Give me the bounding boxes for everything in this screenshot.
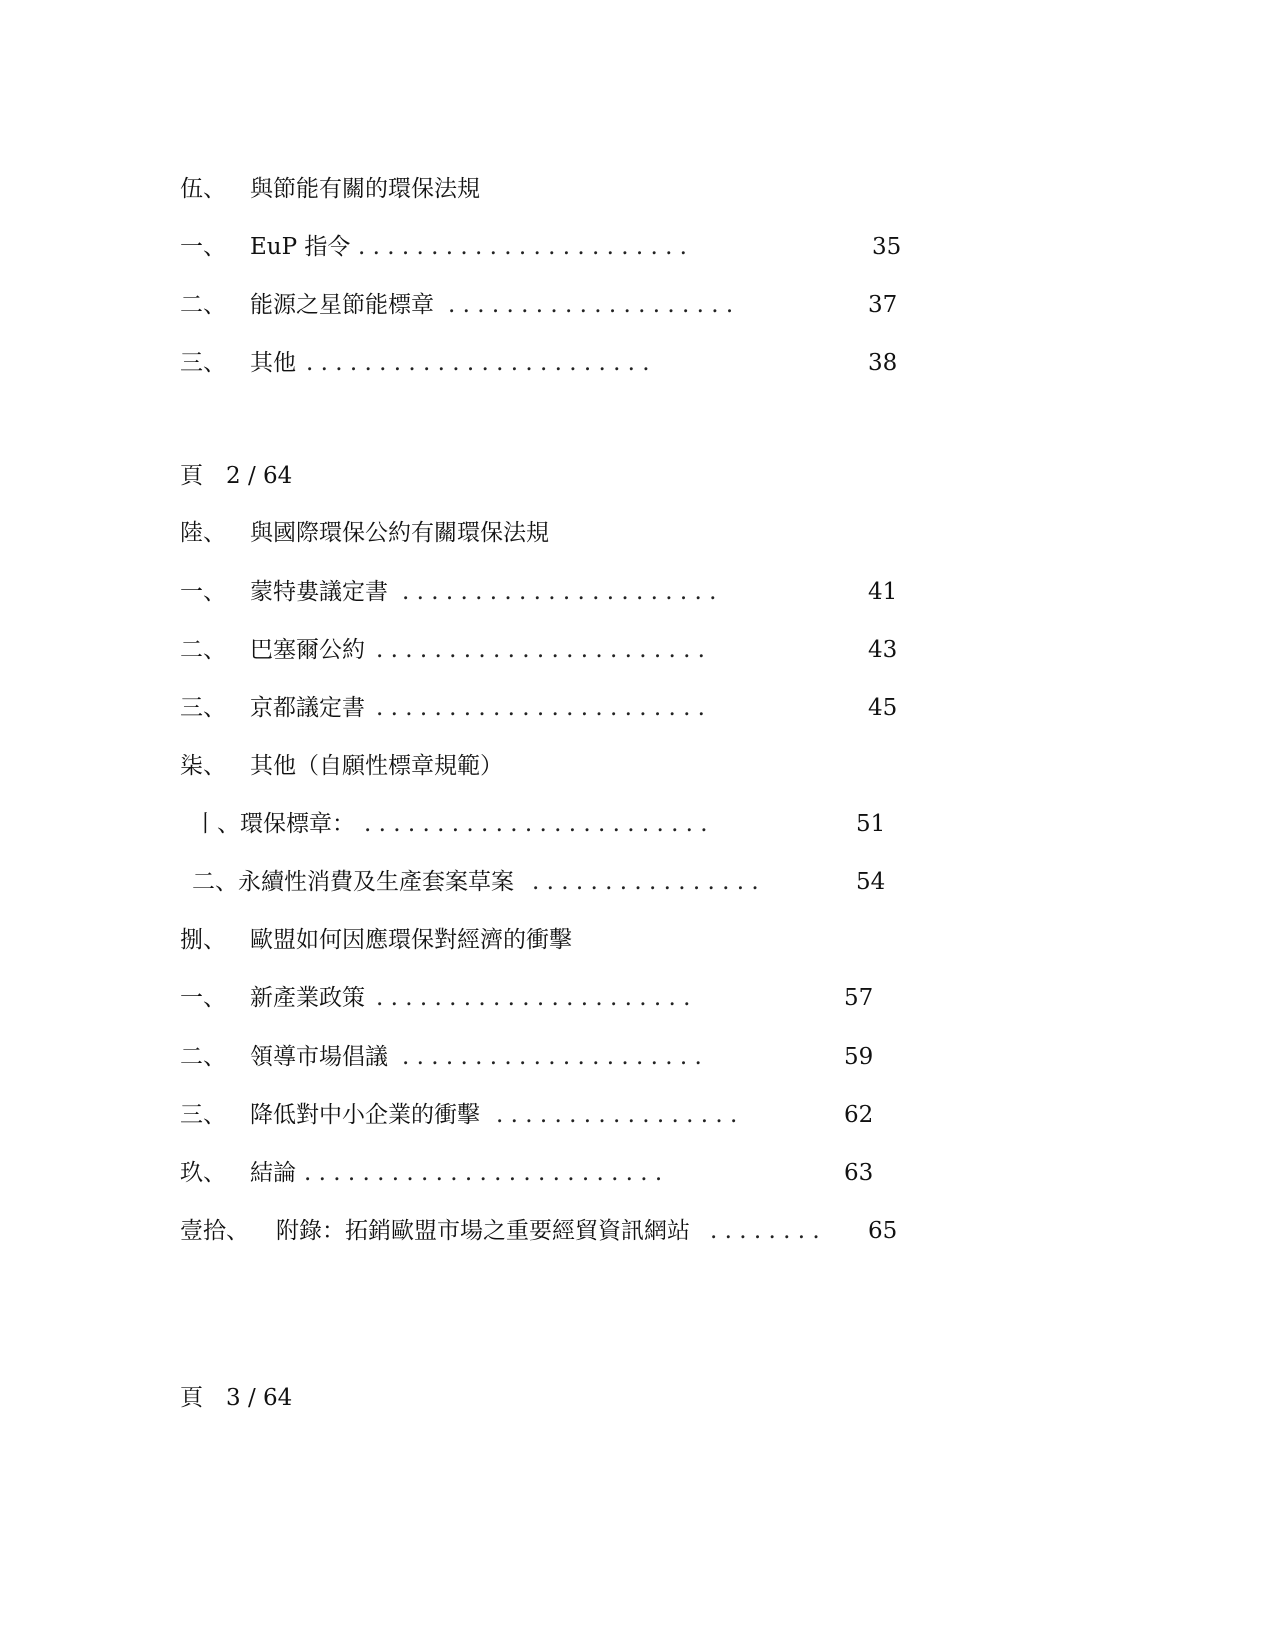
page-marker: 頁 3 / 64	[180, 1385, 293, 1411]
toc-heading-title: 歐盟如何因應環保對經濟的衝擊	[250, 927, 572, 953]
toc-entry[interactable]	[180, 807, 900, 841]
toc-entry-section9[interactable]	[180, 1156, 900, 1190]
toc-heading-title: 與國際環保公約有關環保法規	[250, 520, 549, 546]
toc-entry-number: 一、	[180, 579, 226, 605]
toc-entry[interactable]	[180, 691, 900, 725]
toc-entry[interactable]	[180, 230, 900, 264]
toc-heading-title: 與節能有關的環保法規	[250, 176, 480, 202]
toc-entry[interactable]	[180, 575, 900, 609]
toc-page-number: 62	[844, 1102, 874, 1128]
toc-entry-title: 結論	[250, 1160, 296, 1186]
toc-leader-dots: . . . . . . . . . . . . . . . . . . . . .	[402, 1044, 702, 1070]
toc-page-number: 65	[868, 1218, 898, 1244]
toc-entry-number: 三、	[180, 350, 226, 376]
toc-entry-title: 蒙特婁議定書	[250, 579, 388, 605]
toc-leader-dots: . . . . . . . .	[710, 1218, 820, 1244]
toc-heading-number: 柒、	[180, 753, 226, 779]
toc-entry-number: 二、	[180, 637, 226, 663]
toc-entry-title: 二、永續性消費及生產套案草案	[192, 869, 514, 895]
toc-leader-dots: . . . . . . . . . . . . . . . . . . . . . .	[402, 579, 717, 605]
toc-leader-dots: . . . . . . . . . . . . . . . . . . . . . . . .	[306, 350, 650, 376]
toc-heading-number: 陸、	[180, 520, 226, 546]
toc-entry[interactable]	[180, 1040, 900, 1074]
toc-entry-title: 巴塞爾公約	[250, 637, 365, 663]
toc-entry[interactable]	[180, 981, 900, 1015]
toc-entry-title: 京都議定書	[250, 695, 365, 721]
toc-entry-title: 領導市場倡議	[250, 1044, 388, 1070]
toc-page-number: 59	[844, 1044, 874, 1070]
page-marker: 頁 2 / 64	[180, 463, 293, 489]
toc-page-number: 57	[844, 985, 874, 1011]
toc-entry-number: 玖、	[180, 1160, 226, 1186]
toc-leader-dots: . . . . . . . . . . . . . . . . . . . . . . .	[358, 234, 687, 260]
toc-page-number: 45	[868, 695, 898, 721]
toc-page-number: 38	[868, 350, 898, 376]
toc-leader-dots: . . . . . . . . . . . . . . . . . . . . . . .	[376, 695, 705, 721]
toc-entry-title: 其他	[250, 350, 296, 376]
toc-leader-dots: . . . . . . . . . . . . . . . . .	[496, 1102, 738, 1128]
toc-entry[interactable]	[180, 288, 900, 322]
toc-entry-number: 二、	[180, 1044, 226, 1070]
toc-page-number: 41	[868, 579, 898, 605]
toc-entry-number: 一、	[180, 234, 226, 260]
toc-leader-dots: . . . . . . . . . . . . . . . .	[532, 869, 759, 895]
toc-page-number: 43	[868, 637, 898, 663]
toc-leader-dots: . . . . . . . . . . . . . . . . . . . . . . . . .	[304, 1160, 663, 1186]
toc-leader-dots: . . . . . . . . . . . . . . . . . . . . . . . .	[364, 811, 708, 837]
toc-entry-title: 降低對中小企業的衝擊	[250, 1102, 480, 1128]
toc-entry-title: EuP 指令	[250, 234, 351, 260]
toc-entry-title: 丨、環保標章：	[194, 811, 355, 837]
toc-entry-number: 三、	[180, 1102, 226, 1128]
toc-leader-dots: . . . . . . . . . . . . . . . . . . . . . .	[376, 985, 691, 1011]
toc-page-number: 51	[856, 811, 886, 837]
toc-page-number: 54	[856, 869, 886, 895]
toc-page-number: 63	[844, 1160, 874, 1186]
toc-heading-number: 伍、	[180, 176, 226, 202]
toc-entry-number: 一、	[180, 985, 226, 1011]
toc-entry[interactable]	[180, 1098, 900, 1132]
toc-entry-title: 新產業政策	[250, 985, 365, 1011]
toc-page-number: 35	[872, 234, 902, 260]
toc-entry[interactable]	[180, 633, 900, 667]
toc-entry[interactable]	[180, 865, 900, 899]
toc-entry[interactable]	[180, 346, 900, 380]
toc-heading-title: 其他（自願性標章規範）	[250, 753, 503, 779]
toc-leader-dots: . . . . . . . . . . . . . . . . . . . .	[448, 292, 734, 318]
toc-page-number: 37	[868, 292, 898, 318]
toc-entry-title: 附錄：拓銷歐盟市場之重要經貿資訊網站	[276, 1218, 690, 1244]
toc-entry-title: 能源之星節能標章	[250, 292, 434, 318]
toc-entry-number: 三、	[180, 695, 226, 721]
toc-entry-section10[interactable]	[180, 1214, 900, 1248]
toc-leader-dots: . . . . . . . . . . . . . . . . . . . . . . .	[376, 637, 705, 663]
toc-heading-number: 捌、	[180, 927, 226, 953]
toc-entry-number: 壹拾、	[180, 1218, 249, 1244]
toc-entry-number: 二、	[180, 292, 226, 318]
